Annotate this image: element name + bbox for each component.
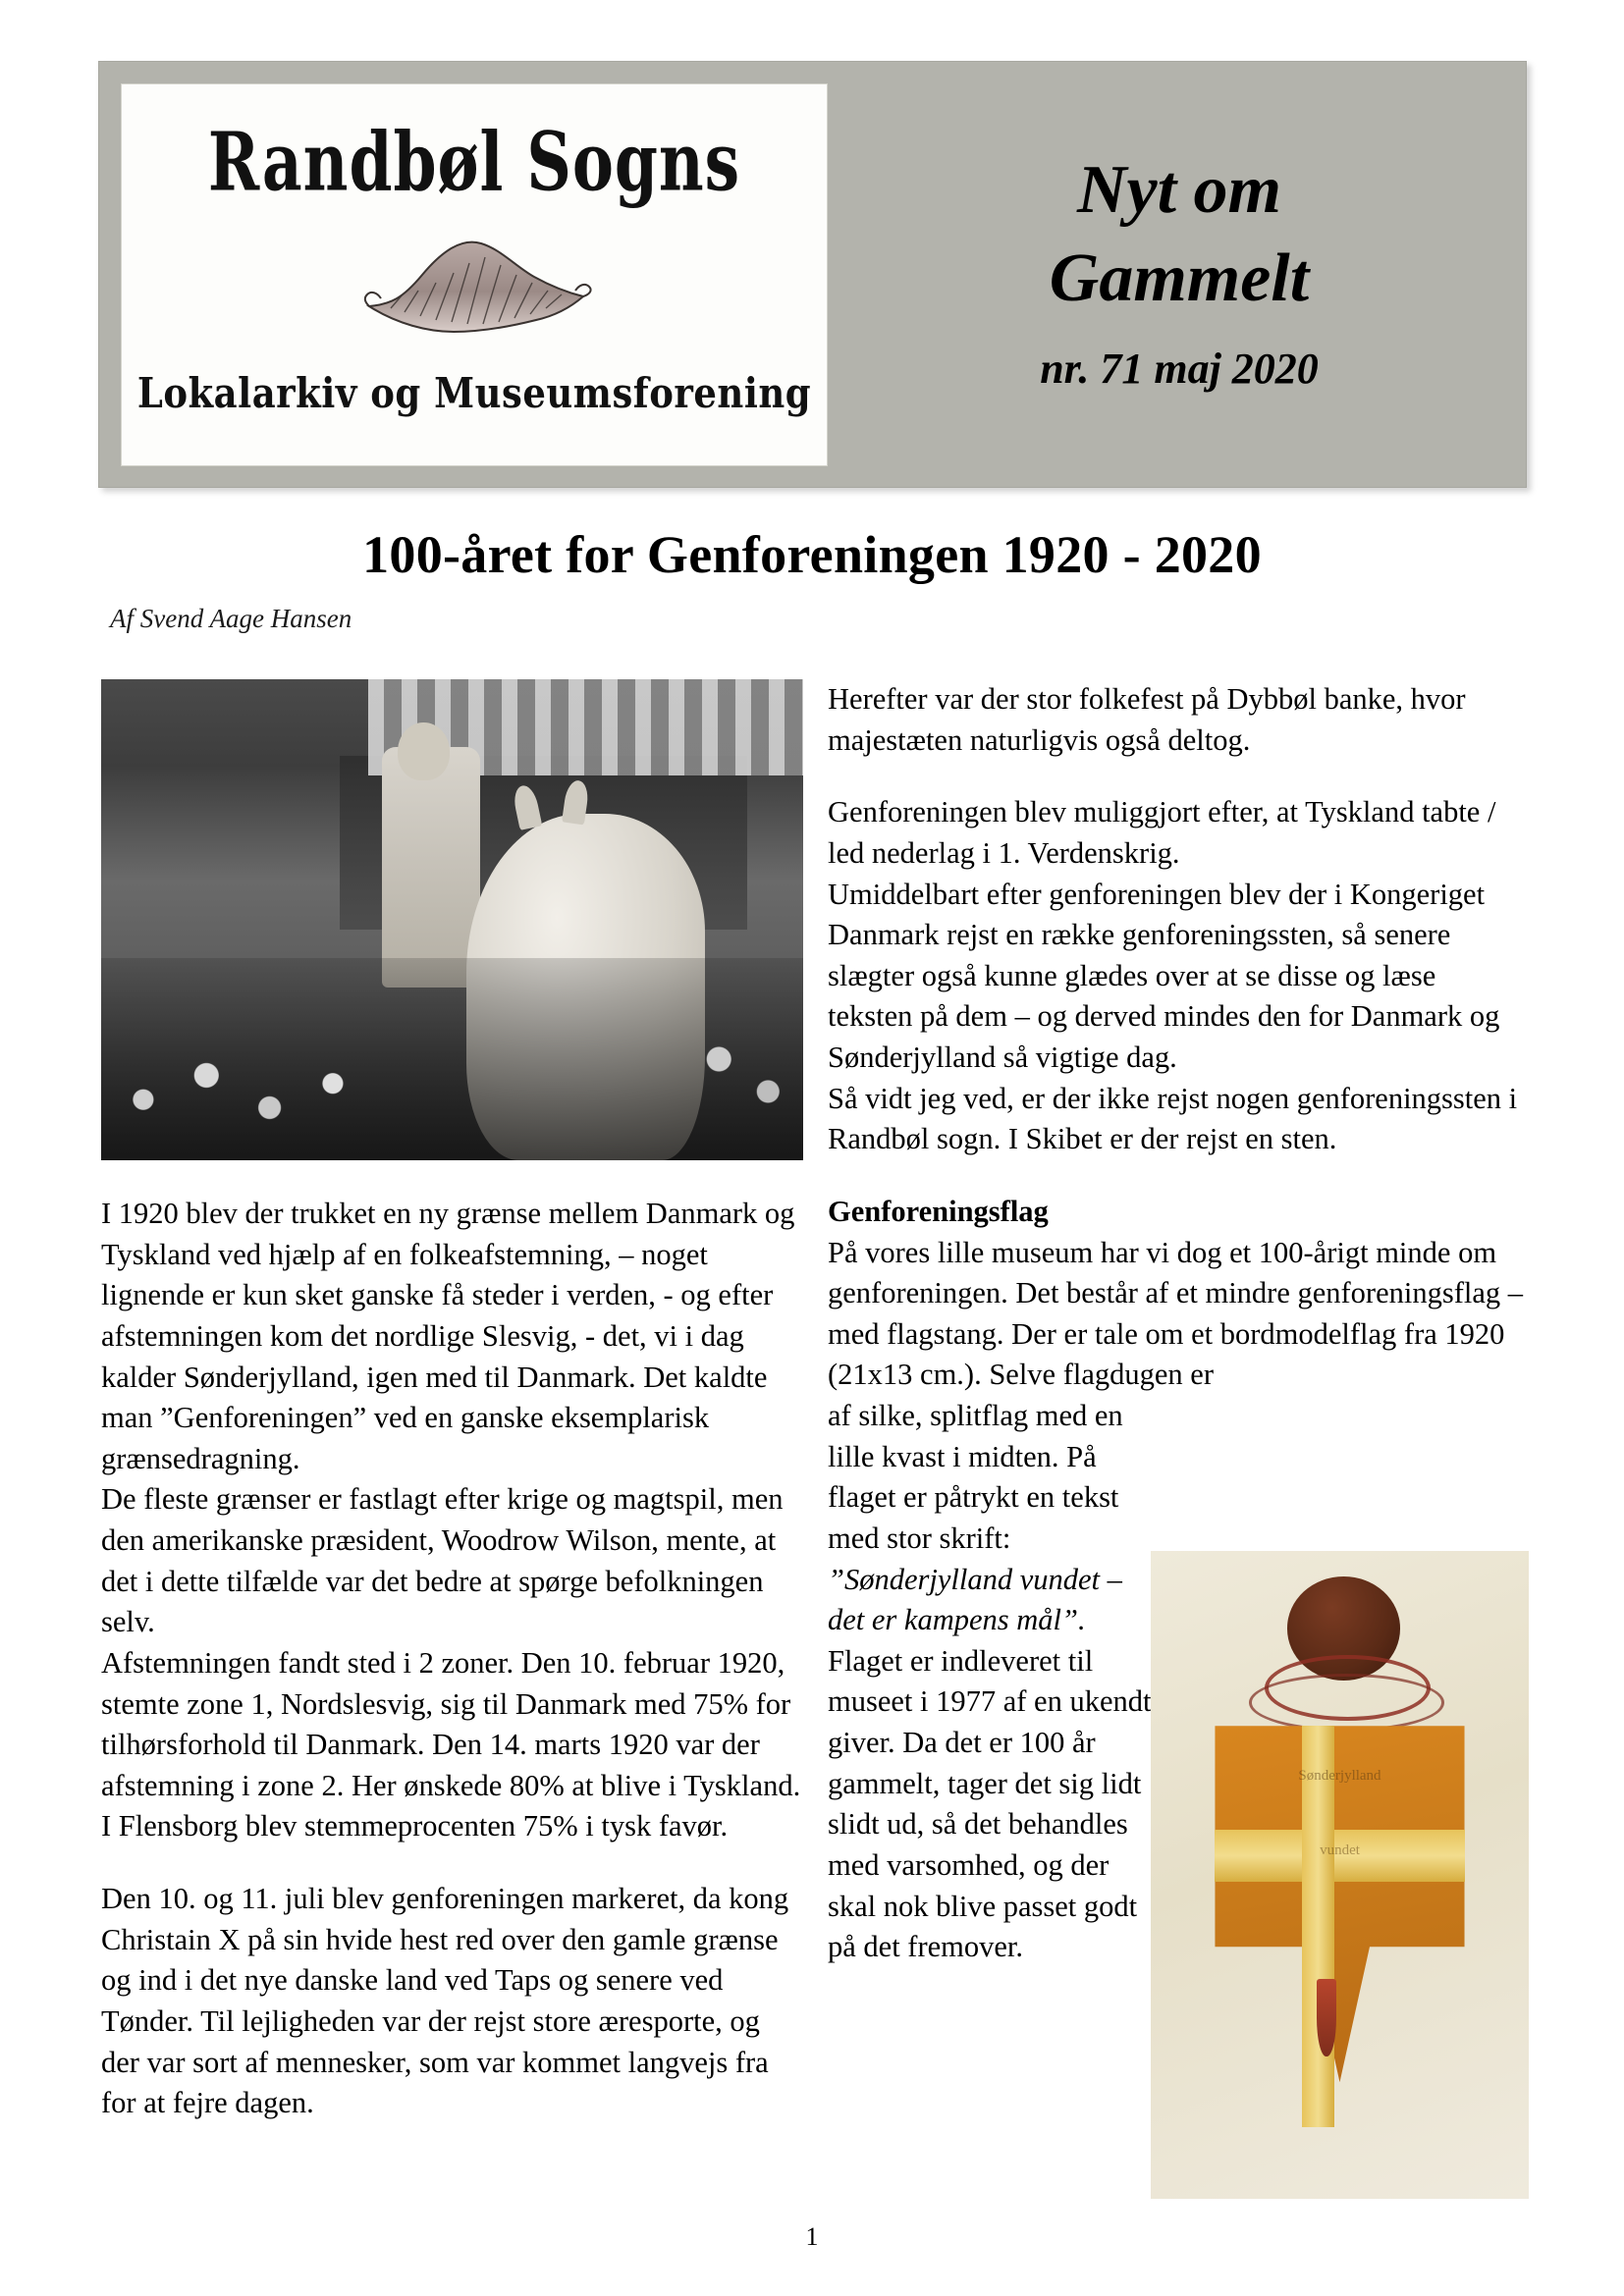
right-paragraph-4: Så vidt jeg ved, er der ikke rejst nogen genforeningssten i Randbøl sogn. I Skibet er der rejst en sten. [828, 1081, 1518, 1156]
page-title: 100-året for Genforeningen 1920 - 2020 [362, 525, 1262, 584]
flag-paragraph-narrow-after-quote: Flaget er indleveret til museet i 1977 af en ukendt giver. Da det er 100 år gammelt, tager det sig lidt slidt ud, så det behandles med varsomhed, og der skal nok blive passet godt på det fremover. [828, 1643, 1152, 1964]
right-paragraph-3: Umiddelbart efter genforeningen blev der i Kongeriget Danmark rejst en række genforeningssten, så senere slægter også kunne glædes over at se disse og læse teksten på dem – og derved mindes den for Danmark og Sønderjylland så vigtige dag. [828, 877, 1500, 1074]
archive-logo-title: Randbøl Sogns [207, 113, 741, 210]
right-paragraph-1: Herefter var der stor folkefest på Dybbøl banke, hvor majestæten naturligvis også deltog. [828, 682, 1466, 757]
reunification-table-flag-photo [1151, 1551, 1529, 2199]
left-paragraph-1: I 1920 blev der trukket en ny grænse mellem Danmark og Tyskland ved hjælp af en folkeafstemning, – noget lignende er kun sket ganske få steder i verden, - og efter afstemningen kom det nordlige Slesvig, - det, vi i dag kalder Sønderjylland, igen med til Danmark. Det kaldte man ”Genforeningen” ved en ganske eksemplarisk grænsedragning. [101, 1197, 795, 1475]
page-number: 1 [805, 2222, 819, 2251]
section-subheading-genforeningsflag: Genforeningsflag [828, 1194, 1049, 1228]
masthead-logo-box [121, 83, 828, 466]
masthead-banner [98, 61, 1527, 488]
right-paragraph-2: Genforeningen blev muliggjort efter, at Tyskland tabte / led nederlag i 1. Verdenskrig. [828, 795, 1496, 870]
left-paragraph-4: Den 10. og 11. juli blev genforeningen markeret, da kong Christain X på sin hvide hest red over den gamle grænse og ind i det nye danske land ved Taps og senere ved Tønder. Til lejligheden var der rejst store æresporte, og der var sort af mennesker, som var kommet langvejs fra for at fejre dagen. [101, 1882, 789, 2120]
archive-logo-subtitle: Lokalarkiv og Museumsforening [136, 367, 812, 418]
issue-number-and-date: nr. 71 maj 2020 [1040, 344, 1319, 393]
publication-title-block [845, 78, 1513, 470]
flag-printed-text-line-2: vundet [1320, 1842, 1360, 1858]
left-paragraph-2: De fleste grænser er fastlagt efter krige og magtspil, men den amerikanske præsident, Woodrow Wilson, mente, at det i dette tilfælde var det bedre at spørge befolkningen selv. [101, 1482, 784, 1639]
flag-printed-text-line-1: Sønderjylland [1298, 1768, 1381, 1785]
flag-paragraph-wide: På vores lille museum har vi dog et 100-årigt minde om genforeningen. Det består af et mindre genforeningsflag – med flagstang. Der er tale om et bordmodelflag fra 1920 (21x13 cm.). Selve flagdugen er [828, 1235, 1524, 1392]
left-text-column [101, 679, 803, 2124]
burial-mound-emblem-icon [352, 222, 597, 349]
flag-printed-quote: ”Sønderjylland vundet – det er kampens mål”. [828, 1562, 1122, 1637]
article-byline: Af Svend Aage Hansen [110, 604, 352, 633]
flag-paragraph-narrow-before-quote: af silke, splitflag med en lille kvast i midten. På flaget er påtrykt en tekst med stor skrift: [828, 1399, 1123, 1555]
publication-title-line-1: Nyt om [1076, 152, 1282, 229]
left-paragraph-3: Afstemningen fandt sted i 2 zoner. Den 10. februar 1920, stemte zone 1, Nordslesvig, sig til Danmark med 75% for tilhørsforhold til Danmark. Den 14. marts 1920 var der afstemning i zone 2. Her ønskede 80% at blive i Tyskland. I Flensborg blev stemmeprocenten 75% i tysk favør. [101, 1645, 801, 1843]
king-christian-x-on-white-horse-photo [101, 679, 803, 1160]
publication-title-line-2: Gammelt [1049, 240, 1310, 316]
